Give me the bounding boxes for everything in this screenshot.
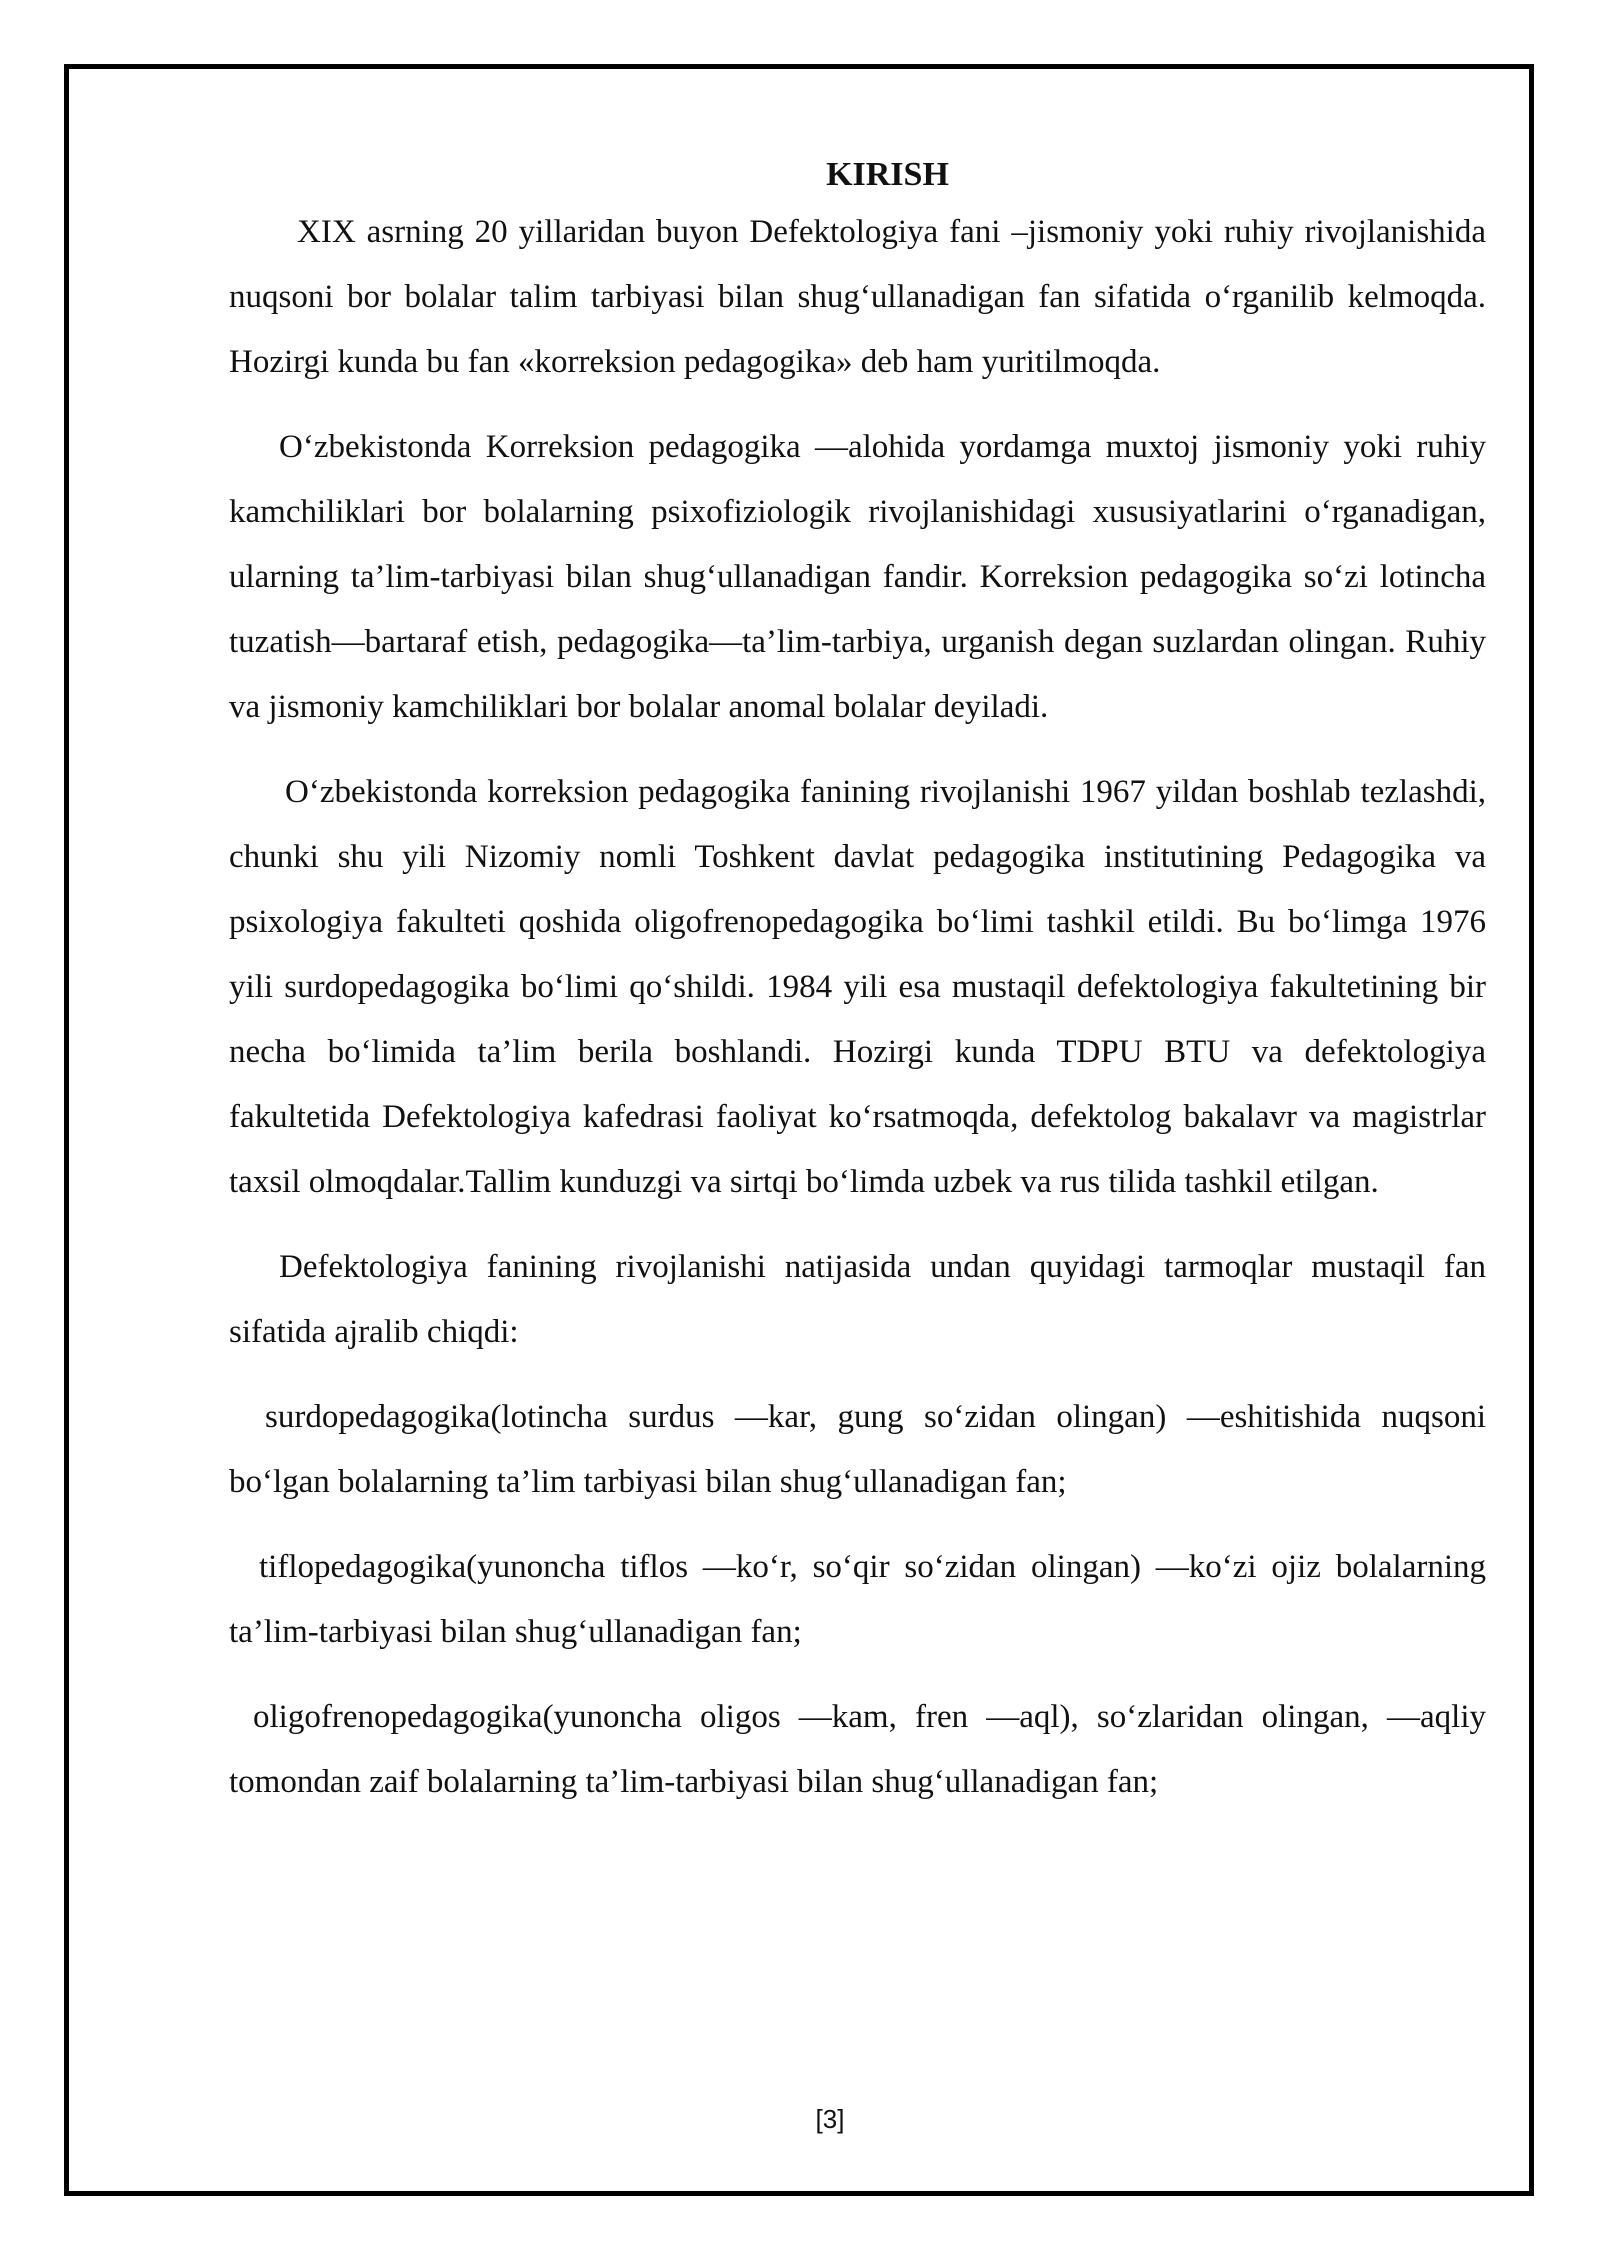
paragraph-history: O‘zbekistonda korreksion pedagogika fanining rivojlanishi 1967 yildan boshlab tezlashdi, chunki shu yili Nizomiy nomli Toshkent davlat pedagogika institutining Pedagogika va psixologiya fakulteti qoshida oligofrenopedagogika bo‘limi tashkil etildi. Bu bo‘limga 1976 yili surdopedagogika bo‘limi qo‘shildi. 1984 yili esa mustaqil defektologiya fakultetining bir necha bo‘limida ta’lim berila boshlandi. Hozirgi kunda TDPU BTU va defektologiya fakultetida Defektologiya kafedrasi faoliyat ko‘rsatmoqda, defektolog bakalavr va magistrlar taxsil olmoqdalar.Tallim kunduzgi va sirtqi bo‘limda uzbek va rus tilida tashkil etilgan. (229, 774, 1486, 1200)
paragraph-oligofrenopedagogika: oligofrenopedagogika(yunoncha oligos —kam, fren —aql), so‘zlaridan olingan, —aqliy tomondan zaif bolalarning ta’lim-tarbiyasi bilan shug‘ullanadigan fan; (229, 1699, 1486, 1800)
paragraph-tiflopedagogika: tiflopedagogika(yunoncha tiflos —ko‘r, so‘qir so‘zidan olingan) —ko‘zi ojiz bolalarning ta’lim-tarbiyasi bilan shug‘ullanadigan fan; (229, 1549, 1486, 1650)
paragraph-surdopedagogika: surdopedagogika(lotincha surdus —kar, gung so‘zidan olingan) —eshitishida nuqsoni bo‘lgan bolalarning ta’lim tarbiyasi bilan shug‘ullanadigan fan; (229, 1399, 1486, 1500)
paragraph-korreksion-pedagogika: O‘zbekistonda Korreksion pedagogika —alohida yordamga muxtoj jismoniy yoki ruhiy kamchiliklari bor bolalarning psixofiziologik rivojlanishidagi xususiyatlarini o‘rganadigan, ularning ta’lim-tarbiyasi bilan shug‘ullanadigan fandir. Korreksion pedagogika so‘zi lotincha tuzatish—bartaraf etish, pedagogika—ta’lim-tarbiya, urganish degan suzlardan olingan. Ruhiy va jismoniy kamchiliklari bor bolalar anomal bolalar deyiladi. (229, 429, 1486, 725)
paragraph-intro: XIX asrning 20 yillaridan buyon Defektologiya fani –jismoniy yoki ruhiy rivojlanishida nuqsoni bor bolalar talim tarbiyasi bilan shug‘ullanadigan fan sifatida o‘rganilib kelmoqda. Hozirgi kunda bu fan «korreksion pedagogika» deb ham yuritilmoqda. (229, 214, 1486, 380)
page-number: [3] (815, 2104, 845, 2134)
document-body (229, 150, 1486, 1815)
document-title: KIRISH (826, 156, 949, 193)
paragraph-branches-intro: Defektologiya fanining rivojlanishi natijasida undan quyidagi tarmoqlar mustaqil fan sifatida ajralib chiqdi: (229, 1249, 1486, 1350)
